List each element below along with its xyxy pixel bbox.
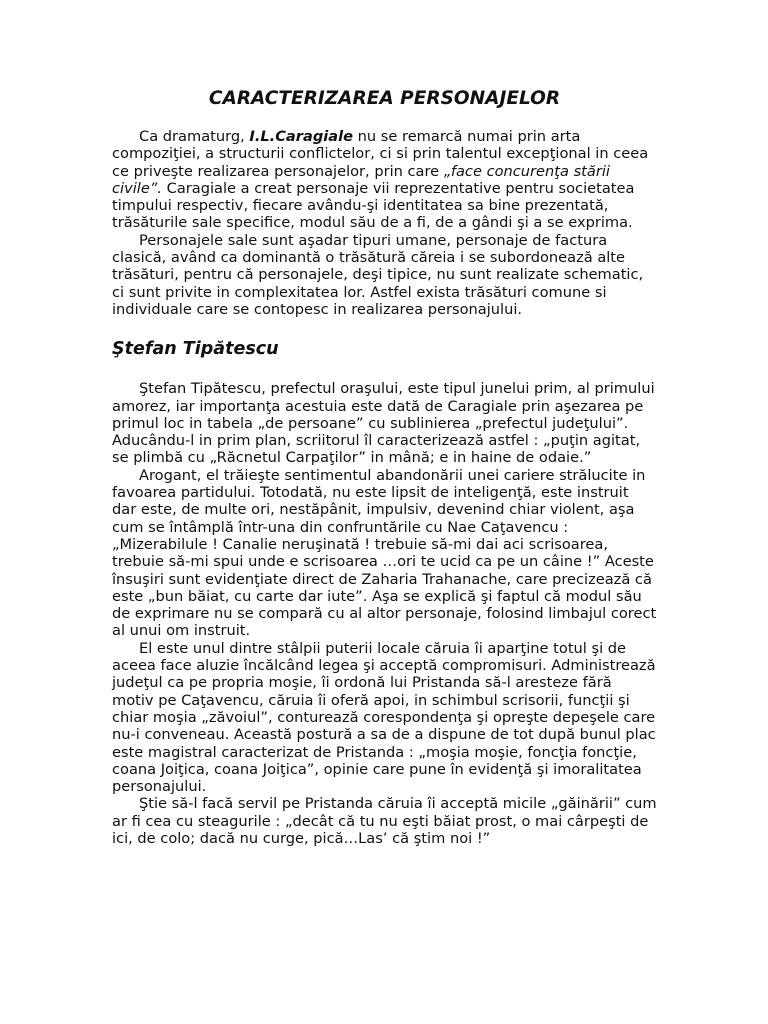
section-paragraph-4: Ştie să-l facă servil pe Pristanda căruia îi acceptă micile „găinării” cum ar fi cea cu steagurile : „decât că tu nu eşti băiat prost, o mai cârpeşti de ici, de colo; dacă nu curge, pică…Las’ că ştim noi !” <box>112 795 657 847</box>
author-name: I.L.Caragiale <box>249 128 354 145</box>
intro-p1-lead: Ca dramaturg, <box>139 128 250 145</box>
document-title: CARACTERIZAREA PERSONAJELOR <box>208 88 561 109</box>
section-heading: Ştefan Tipătescu <box>112 339 279 360</box>
intro-paragraph-1 <box>112 128 657 232</box>
section-paragraph-2: Arogant, el trăieşte sentimentul abandonării unei cariere strălucite in favoarea partidului. Totodată, nu este lipsit de inteligenţă, este instruit dar este, de multe ori, nestăpânit, impulsiv, devenind chiar violent, aşa cum se întâmplă într-una din confruntările cu Nae Caţavencu : „Mizerabilule ! Canalie neruşinată ! trebuie să-mi dai aci scrisoarea, trebuie să-mi spui unde e scrisoarea …ori te ucid ca pe un câine !” Aceste însuşiri sunt evidenţiate direct de Zaharia Trahanache, care precizează că este „bun băiat, cu carte dar iute”. Aşa se explică şi faptul că modul său de exprimare nu se compară cu al altor personaje, folosind limbajul corect al unui om instruit. <box>112 466 657 640</box>
intro-p1-tail: Caragiale a creat personaje vii reprezentative pentru societatea timpului respectiv, fiecare avându-şi identitatea sa bine prezentată, trăsăturile sale specifice, modul său de a fi, de a gândi şi a se exprima. <box>112 179 635 232</box>
intro-p1-quote: „face concurenţa stării civile”. <box>112 162 610 197</box>
intro-p1-middle: nu se remarcă numai prin arta compoziţiei, a structurii conflictelor, ci si prin talentul excepţional in ceea ce priveşte realizarea personajelor, prin care <box>112 128 649 180</box>
intro-paragraph-2: Personajele sale sunt aşadar tipuri umane, personaje de factura clasică, având ca dominantă o trăsătură căreia i se subordonează alte trăsături, pentru că personajele, deşi tipice, nu sunt realizate schematic, ci sunt privite in complexitatea lor. Astfel exista trăsături comune si individuale care se contopesc in realizarea personajului. <box>112 231 644 318</box>
section-body <box>112 380 657 847</box>
section-paragraph-3: El este unul dintre stâlpii puterii locale căruia îi aparţine totul şi de aceea face aluzie încălcând legea şi acceptă compromisuri. Administrează judeţul ca pe propria moşie, îi ordonă lui Pristanda să-l aresteze fără motiv pe Caţavencu, căruia îi oferă apoi, in schimbul scrisorii, funcţii şi chiar moşia „zăvoiul”, conturează corespondenţa şi opreşte depeşele care nu-i conveneau. Această postură a sa de a dispune de tot după bunul plac este magistral caracterizat de Pristanda : „moşia moşie, foncţia foncţie, coana Joiţica, coana Joiţica”, opinie care pune în evidenţă şi imoralitatea personajului. <box>112 639 656 796</box>
section-paragraph-1: Ştefan Tipătescu, prefectul oraşului, este tipul junelui prim, al primului amorez, iar importanţa acestuia este dată de Caragiale prin aşezarea pe primul loc in tabela „de persoane” cu sublinierea „prefectul judeţului”. Aducându-l in prim plan, scriitorul îl caracterizează astfel : „puţin agitat, se plimbă cu „Răcnetul Carpaţilor” in mână; e in haine de odaie.” <box>112 380 655 467</box>
document-page <box>112 88 657 847</box>
